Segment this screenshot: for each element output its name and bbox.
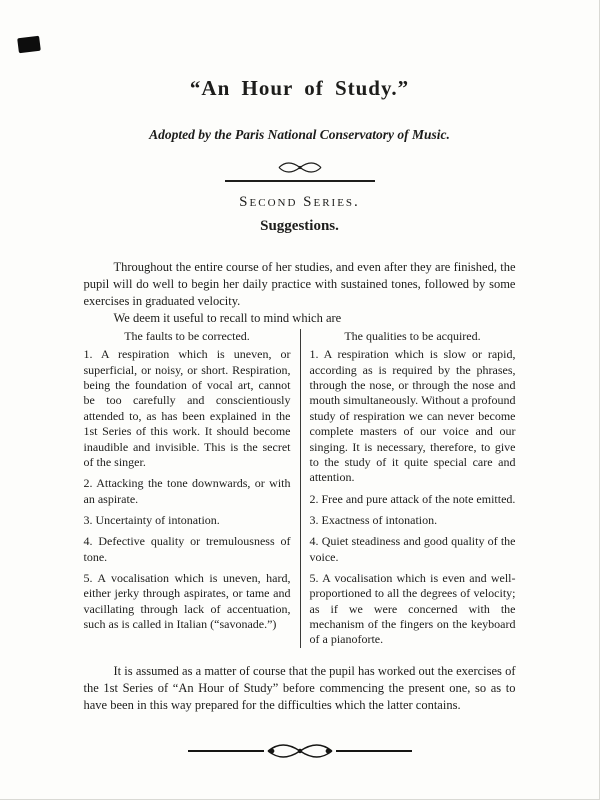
page-title: “An Hour of Study.” <box>189 76 410 100</box>
two-column-comparison <box>84 329 516 648</box>
closing-paragraph: It is assumed as a matter of course that the pupil has worked out the exercises of the 1st Series of “An Hour of Study” before commencing the present one, so as to have been in this way prepared for the difficulties which the latter contains. <box>83 663 516 712</box>
series-heading: Second Series. <box>239 194 360 210</box>
scan-artifact <box>17 36 41 54</box>
qualities-header: The qualities to be acquired. <box>344 329 481 343</box>
faults-column <box>84 329 300 648</box>
quality-item: 5. A vocalisation which is even and well-proportioned to all the degrees of velocity; as if we were concerned with the mechanism of the fingers on the keyboard of a pianoforte. <box>309 571 516 647</box>
lead-in-line: We deem it useful to recall to mind which are <box>113 311 342 325</box>
scroll-flourish-icon <box>84 161 516 174</box>
intro-paragraph: Throughout the entire course of her studies, and even after they are finished, the pupil will do well to begin her daily practice with sustained tones, followed by some exercises in graduated velocity. <box>83 260 516 308</box>
faults-header: The faults to be corrected. <box>124 329 250 343</box>
tailpiece-scroll-icon <box>264 742 336 760</box>
subtitle: Adopted by the Paris National Conservatory of Music. <box>149 127 450 142</box>
quality-item: 2. Free and pure attack of the note emitted. <box>309 491 516 506</box>
fault-item: 4. Defective quality or tremulousness of tone. <box>83 534 291 564</box>
quality-item: 1. A respiration which is slow or rapid, according as is required by the phrases, through the nose, or through the nose and mouth simultaneously. Without a profound study of respiration we can never become complete masters of our voice and our singing. It is necessary, therefore, to give to the study of it quite special care and attention. <box>309 347 516 485</box>
quality-item: 3. Exactness of intonation. <box>309 512 438 527</box>
divider-rule <box>225 180 375 182</box>
quality-item: 4. Quiet steadiness and good quality of the voice. <box>309 534 516 564</box>
fault-item: 2. Attacking the tone downwards, or with an aspirate. <box>83 476 291 506</box>
tailpiece-rule-right <box>336 750 412 752</box>
fault-item: 5. A vocalisation which is uneven, hard, either jerky through aspirates, or tame and vacillating through lack of accentuation, such as is called in Italian (“savonade.”) <box>83 571 291 632</box>
fault-item: 3. Uncertainty of intonation. <box>83 512 220 527</box>
fault-item: 1. A respiration which is uneven, or superficial, or noisy, or short. Respiration, being the foundation of vocal art, cannot be too carefully and conscientiously attended to, as has been explained in the 1st Series of this work. It should become inaudible and invisible. This is the secret of the singer. <box>83 347 291 469</box>
section-heading: Suggestions. <box>260 218 339 234</box>
page-content <box>84 0 516 760</box>
tailpiece-ornament <box>84 742 516 760</box>
tailpiece-rule-left <box>188 750 264 752</box>
qualities-column <box>300 329 516 648</box>
